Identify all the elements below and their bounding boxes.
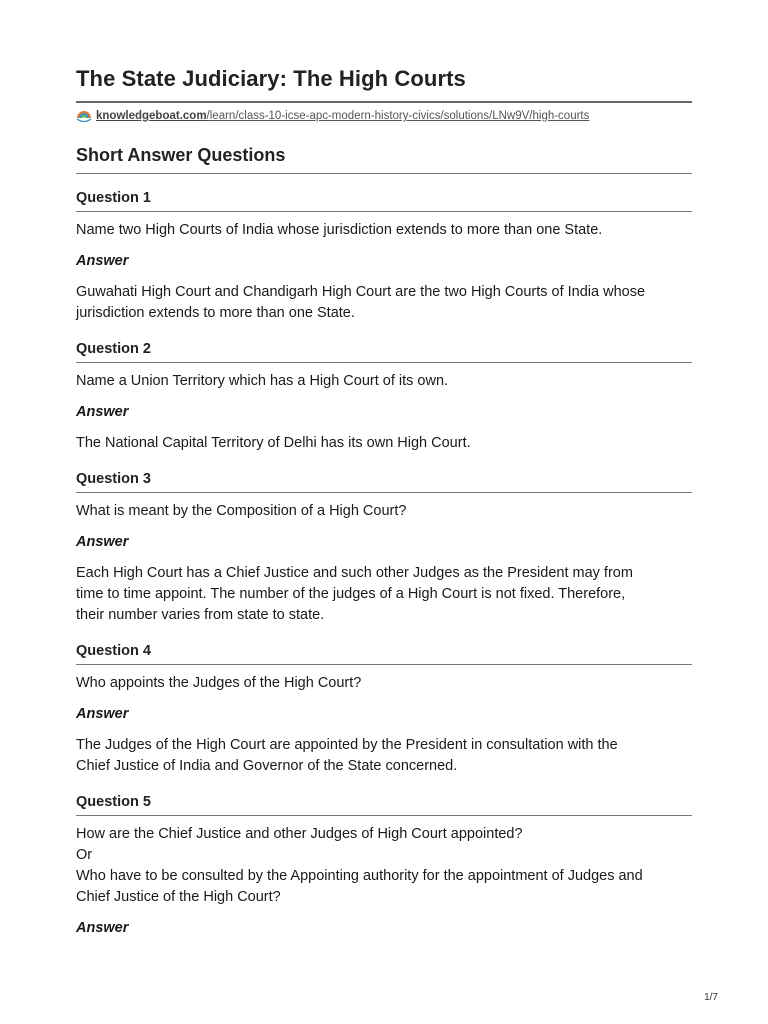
answer-label: Answer xyxy=(76,404,129,420)
question-block xyxy=(76,341,692,454)
answer-text-line: jurisdiction extends to more than one State. xyxy=(76,305,355,321)
question-block xyxy=(76,190,692,324)
answer-text-line: time to time appoint. The number of the judges of a High Court is not fixed. Therefore, xyxy=(76,586,626,602)
question-text-line: Or xyxy=(76,847,93,863)
source-domain[interactable]: knowledgeboat.com xyxy=(96,110,207,122)
answer-text-line: Each High Court has a Chief Justice and such other Judges as the President may from xyxy=(76,565,633,581)
question-heading: Question 4 xyxy=(76,643,692,665)
knowledgeboat-logo-icon xyxy=(76,108,92,124)
question-text-line: Who appoints the Judges of the High Court? xyxy=(76,675,362,691)
answer-label: Answer xyxy=(76,253,129,269)
answer-text xyxy=(76,282,692,324)
question-text-line: Name a Union Territory which has a High Court of its own. xyxy=(76,373,449,389)
question-heading: Question 3 xyxy=(76,471,692,493)
answer-label: Answer xyxy=(76,534,129,550)
page-number: 1/7 xyxy=(704,992,718,1003)
page-title: The State Judiciary: The High Courts xyxy=(76,66,692,103)
answer-text-line: The National Capital Territory of Delhi has its own High Court. xyxy=(76,435,471,451)
question-heading: Question 5 xyxy=(76,794,692,816)
question-block xyxy=(76,794,692,936)
question-heading: Question 2 xyxy=(76,341,692,363)
question-text-line: Chief Justice of the High Court? xyxy=(76,889,281,905)
section-heading: Short Answer Questions xyxy=(76,145,692,174)
question-heading: Question 1 xyxy=(76,190,692,212)
question-block xyxy=(76,643,692,777)
question-text xyxy=(76,371,692,392)
source-url[interactable] xyxy=(76,108,692,124)
question-list xyxy=(76,190,692,936)
question-text xyxy=(76,824,692,908)
document-page xyxy=(76,62,692,936)
question-text-line: Who have to be consulted by the Appointing authority for the appointment of Judges and xyxy=(76,868,643,884)
answer-text-line: The Judges of the High Court are appointed by the President in consultation with the xyxy=(76,737,618,753)
answer-text xyxy=(76,735,692,777)
answer-text xyxy=(76,433,692,454)
question-text xyxy=(76,220,692,241)
answer-label: Answer xyxy=(76,920,129,936)
question-text-line: How are the Chief Justice and other Judges of High Court appointed? xyxy=(76,826,523,842)
source-path[interactable]: /learn/class-10-icse-apc-modern-history-civics/solutions/LNw9V/high-courts xyxy=(206,110,590,122)
answer-label: Answer xyxy=(76,706,129,722)
question-text-line: What is meant by the Composition of a High Court? xyxy=(76,503,407,519)
answer-text xyxy=(76,563,692,626)
answer-text-line: their number varies from state to state. xyxy=(76,607,325,623)
question-text xyxy=(76,501,692,522)
answer-text-line: Guwahati High Court and Chandigarh High Court are the two High Courts of India whose xyxy=(76,284,646,300)
question-text xyxy=(76,673,692,694)
question-block xyxy=(76,471,692,626)
question-text-line: Name two High Courts of India whose jurisdiction extends to more than one State. xyxy=(76,222,603,238)
answer-text-line: Chief Justice of India and Governor of the State concerned. xyxy=(76,758,458,774)
